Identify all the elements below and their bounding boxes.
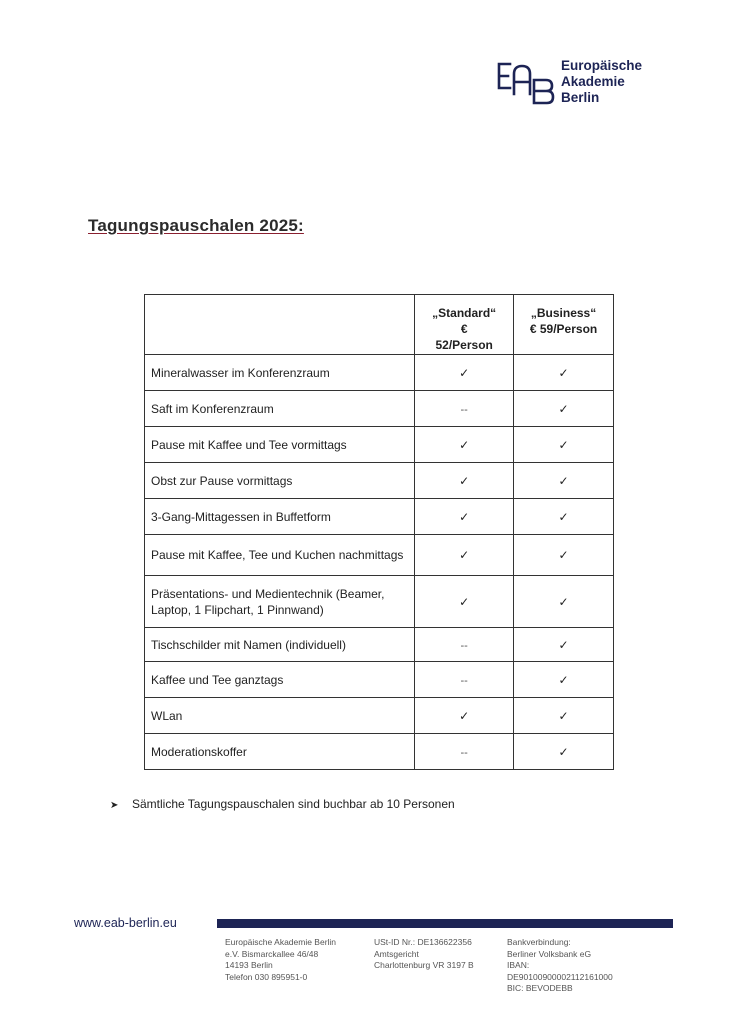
footer-bank-line: IBAN: xyxy=(507,960,530,970)
footer-address-line: 14193 Berlin xyxy=(225,960,273,970)
booking-note xyxy=(110,797,455,811)
standard-cell xyxy=(415,427,514,463)
header-standard-line-3: 52/Person xyxy=(435,338,493,352)
not-included-dash: -- xyxy=(460,746,468,759)
row-label: Kaffee und Tee ganztags xyxy=(145,662,415,698)
footer-bank-line: BIC: BEVODEBB xyxy=(507,983,573,993)
header-standard-line-1: „Standard“ xyxy=(432,306,497,320)
pricing-table xyxy=(144,294,614,770)
table-row xyxy=(145,662,614,698)
arrowhead-bullet-icon: ➤ xyxy=(110,800,119,811)
checkmark-icon: ✓ xyxy=(558,594,569,609)
footer-bank-line: DE90100900002112161000 xyxy=(507,971,613,982)
checkmark-icon: ✓ xyxy=(558,637,569,652)
row-label: Moderationskoffer xyxy=(145,734,415,770)
checkmark-icon: ✓ xyxy=(558,401,569,416)
standard-cell xyxy=(415,463,514,499)
table-row xyxy=(145,463,614,499)
table-row xyxy=(145,734,614,770)
standard-cell xyxy=(415,391,514,427)
row-label: Mineralwasser im Konferenzraum xyxy=(145,355,415,391)
standard-cell xyxy=(415,576,514,628)
standard-cell xyxy=(415,499,514,535)
footer-bank-line: Bankverbindung: xyxy=(507,937,571,947)
table-row xyxy=(145,499,614,535)
table-row xyxy=(145,355,614,391)
checkmark-icon: ✓ xyxy=(558,708,569,723)
footer-address-line: Europäische Akademie Berlin xyxy=(225,937,337,947)
not-included-dash: -- xyxy=(460,674,468,687)
business-cell xyxy=(514,628,614,662)
checkmark-icon: ✓ xyxy=(459,437,470,452)
header-empty-cell xyxy=(145,295,415,355)
table-header-row xyxy=(145,295,614,355)
checkmark-icon: ✓ xyxy=(459,365,470,380)
checkmark-icon: ✓ xyxy=(459,708,470,723)
standard-cell xyxy=(415,698,514,734)
logo-line-2: Akademie xyxy=(561,74,625,89)
table-row xyxy=(145,576,614,628)
header-standard-line-2: € xyxy=(460,322,468,336)
business-cell xyxy=(514,463,614,499)
header-standard xyxy=(415,295,514,355)
footer-legal-line: Amtsgericht xyxy=(374,948,419,959)
business-cell xyxy=(514,698,614,734)
footer-divider-bar xyxy=(217,919,673,928)
table-row xyxy=(145,628,614,662)
checkmark-icon: ✓ xyxy=(459,509,470,524)
logo-wordmark xyxy=(561,58,642,106)
row-label: Pause mit Kaffee, Tee und Kuchen nachmittags xyxy=(145,535,415,576)
footer-address-line: e.V. Bismarckallee 46/48 xyxy=(225,948,319,959)
checkmark-icon: ✓ xyxy=(558,509,569,524)
business-cell xyxy=(514,499,614,535)
footer-bank-line: Berliner Volksbank eG xyxy=(507,948,592,959)
booking-note-text: Sämtliche Tagungspauschalen sind buchbar ab 10 Personen xyxy=(132,797,455,811)
standard-cell xyxy=(415,355,514,391)
header-business-line-1: „Business“ xyxy=(530,306,597,320)
checkmark-icon: ✓ xyxy=(459,473,470,488)
checkmark-icon: ✓ xyxy=(459,594,470,609)
checkmark-icon: ✓ xyxy=(558,365,569,380)
row-label: Tischschilder mit Namen (individuell) xyxy=(145,628,415,662)
row-label: Saft im Konferenzraum xyxy=(145,391,415,427)
standard-cell xyxy=(415,734,514,770)
business-cell xyxy=(514,391,614,427)
table-row xyxy=(145,698,614,734)
eab-logo xyxy=(496,56,656,108)
not-included-dash: -- xyxy=(460,403,468,416)
row-label: Präsentations- und Medientechnik (Beamer, Laptop, 1 Flipchart, 1 Pinnwand) xyxy=(145,576,415,628)
checkmark-icon: ✓ xyxy=(558,437,569,452)
not-included-dash: -- xyxy=(460,639,468,652)
business-cell xyxy=(514,662,614,698)
footer-legal-line: USt-ID Nr.: DE136622356 xyxy=(374,937,472,947)
checkmark-icon: ✓ xyxy=(558,473,569,488)
footer-bank xyxy=(507,937,613,995)
table-row xyxy=(145,427,614,463)
header-business xyxy=(514,295,614,355)
standard-cell xyxy=(415,628,514,662)
checkmark-icon: ✓ xyxy=(558,672,569,687)
footer-address xyxy=(225,937,336,983)
footer-legal-line: Charlottenburg VR 3197 B xyxy=(374,960,474,970)
business-cell xyxy=(514,576,614,628)
checkmark-icon: ✓ xyxy=(558,548,569,562)
standard-cell xyxy=(415,535,514,576)
eab-monogram-icon xyxy=(496,60,556,106)
standard-cell xyxy=(415,662,514,698)
checkmark-icon: ✓ xyxy=(459,548,470,562)
footer-legal xyxy=(374,937,474,972)
row-label: Obst zur Pause vormittags xyxy=(145,463,415,499)
header-business-line-2: € 59/Person xyxy=(529,322,598,336)
footer-address-line: Telefon 030 895951-0 xyxy=(225,971,308,982)
row-label: Pause mit Kaffee und Tee vormittags xyxy=(145,427,415,463)
table-row xyxy=(145,391,614,427)
checkmark-icon: ✓ xyxy=(558,744,569,759)
logo-line-3: Berlin xyxy=(561,90,600,105)
table-row xyxy=(145,535,614,576)
page-title: Tagungspauschalen 2025: xyxy=(88,216,304,235)
row-label: WLan xyxy=(145,698,415,734)
footer-website-url[interactable]: www.eab-berlin.eu xyxy=(74,916,177,930)
business-cell xyxy=(514,355,614,391)
business-cell xyxy=(514,427,614,463)
row-label: 3-Gang-Mittagessen in Buffetform xyxy=(145,499,415,535)
business-cell xyxy=(514,734,614,770)
logo-line-1: Europäische xyxy=(561,58,643,73)
business-cell xyxy=(514,535,614,576)
